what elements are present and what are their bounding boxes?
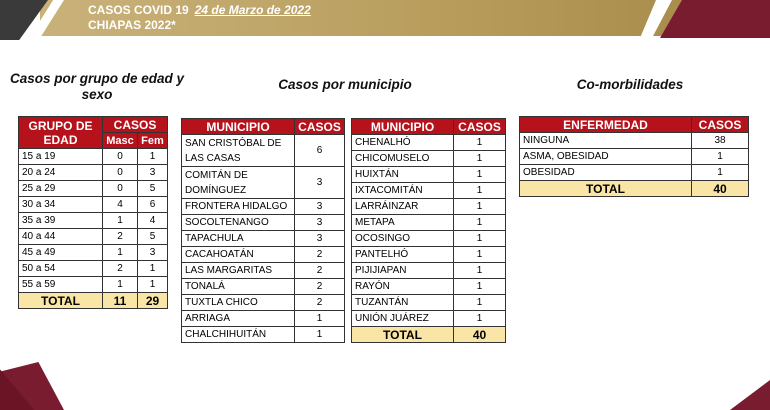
municipio-casos-cell: 1 bbox=[295, 327, 345, 343]
age-row bbox=[19, 245, 168, 261]
age-group-cell: 30 a 34 bbox=[19, 197, 103, 213]
mun1-header-casos: CASOS bbox=[295, 119, 345, 135]
age-masc-cell: 1 bbox=[103, 277, 138, 293]
age-masc-cell: 1 bbox=[103, 245, 138, 261]
municipio-name-cell: PIJIJIAPAN bbox=[352, 263, 454, 279]
age-group-cell: 20 a 24 bbox=[19, 165, 103, 181]
municipio-row bbox=[182, 295, 345, 311]
comorb-total-value: 40 bbox=[692, 181, 749, 197]
municipio-name-cell: FRONTERA HIDALGO bbox=[182, 199, 295, 215]
municipio-casos-cell: 1 bbox=[454, 263, 506, 279]
municipio-name-cell: TONALÁ bbox=[182, 279, 295, 295]
age-header-grupo: GRUPO DE EDAD bbox=[19, 117, 103, 149]
municipio-row bbox=[352, 247, 506, 263]
comorb-header-enfermedad: ENFERMEDAD bbox=[520, 117, 692, 133]
enfermedad-cell: ASMA, OBESIDAD bbox=[520, 149, 692, 165]
municipio-casos-cell: 3 bbox=[295, 167, 345, 199]
age-masc-cell: 4 bbox=[103, 197, 138, 213]
municipio-casos-cell: 1 bbox=[454, 183, 506, 199]
age-fem-cell: 1 bbox=[137, 149, 167, 165]
banner-subtitle: CHIAPAS 2022* bbox=[88, 18, 176, 32]
enfermedad-cell: OBESIDAD bbox=[520, 165, 692, 181]
municipio-row bbox=[352, 263, 506, 279]
banner-title-text: CASOS COVID 19 bbox=[88, 3, 189, 17]
age-group-cell: 50 a 54 bbox=[19, 261, 103, 277]
title-municipio: Casos por municipio bbox=[278, 77, 412, 92]
municipio-casos-cell: 2 bbox=[295, 263, 345, 279]
comorbilidades-table bbox=[519, 116, 749, 197]
municipio-casos-cell: 1 bbox=[295, 311, 345, 327]
municipio-row bbox=[352, 135, 506, 151]
municipio-casos-cell: 3 bbox=[295, 231, 345, 247]
municipio-row bbox=[352, 295, 506, 311]
mun2-header-municipio: MUNICIPIO bbox=[352, 119, 454, 135]
municipio-row bbox=[352, 183, 506, 199]
municipio-name-cell: TUXTLA CHICO bbox=[182, 295, 295, 311]
municipio-row bbox=[182, 279, 345, 295]
age-group-cell: 15 a 19 bbox=[19, 149, 103, 165]
municipio-row bbox=[182, 215, 345, 231]
banner-date: 24 de Marzo de 2022 bbox=[194, 3, 311, 17]
municipio-name-cell: TAPACHULA bbox=[182, 231, 295, 247]
municipio-casos-cell: 6 bbox=[295, 135, 345, 167]
municipio-row bbox=[352, 151, 506, 167]
mun2-header-casos: CASOS bbox=[454, 119, 506, 135]
municipio-name-cell: LAS MARGARITAS bbox=[182, 263, 295, 279]
municipio-row bbox=[182, 167, 345, 199]
municipio-row bbox=[182, 199, 345, 215]
comorbilidad-row bbox=[520, 165, 749, 181]
title-comorbilidades: Co-morbilidades bbox=[576, 77, 684, 92]
age-fem-cell: 1 bbox=[137, 261, 167, 277]
age-header-fem: Fem bbox=[137, 133, 167, 149]
age-row bbox=[19, 277, 168, 293]
municipio-name-cell: SOCOLTENANGO bbox=[182, 215, 295, 231]
municipio-casos-cell: 1 bbox=[454, 199, 506, 215]
municipio-name-cell: TUZANTÁN bbox=[352, 295, 454, 311]
municipio-casos-cell: 1 bbox=[454, 151, 506, 167]
municipio-name-cell: METAPA bbox=[352, 215, 454, 231]
age-row bbox=[19, 165, 168, 181]
municipio-row bbox=[352, 199, 506, 215]
municipio-table-2 bbox=[351, 118, 506, 343]
age-fem-cell: 5 bbox=[137, 181, 167, 197]
age-total-fem: 29 bbox=[137, 293, 167, 309]
municipio-casos-cell: 1 bbox=[454, 167, 506, 183]
age-row bbox=[19, 197, 168, 213]
municipio-casos-cell: 2 bbox=[295, 247, 345, 263]
age-group-table bbox=[18, 116, 168, 309]
municipio-name-cell: PANTELHÓ bbox=[352, 247, 454, 263]
age-row bbox=[19, 213, 168, 229]
municipio-casos-cell: 2 bbox=[295, 295, 345, 311]
age-row bbox=[19, 181, 168, 197]
age-group-cell: 55 a 59 bbox=[19, 277, 103, 293]
municipio-name-cell: CHICOMUSELO bbox=[352, 151, 454, 167]
municipio-casos-cell: 1 bbox=[454, 135, 506, 151]
age-fem-cell: 3 bbox=[137, 245, 167, 261]
municipio-name-cell: IXTACOMITÁN bbox=[352, 183, 454, 199]
age-masc-cell: 0 bbox=[103, 165, 138, 181]
municipio-name-cell: CHENALHÓ bbox=[352, 135, 454, 151]
municipio-casos-cell: 1 bbox=[454, 295, 506, 311]
age-group-cell: 35 a 39 bbox=[19, 213, 103, 229]
municipio-casos-cell: 3 bbox=[295, 199, 345, 215]
age-row bbox=[19, 149, 168, 165]
municipio-row bbox=[352, 167, 506, 183]
municipio-name-cell: CACAHOATÁN bbox=[182, 247, 295, 263]
age-row bbox=[19, 261, 168, 277]
age-group-cell: 40 a 44 bbox=[19, 229, 103, 245]
municipio-row bbox=[182, 327, 345, 343]
comorb-header-casos: CASOS bbox=[692, 117, 749, 133]
age-fem-cell: 4 bbox=[137, 213, 167, 229]
municipio-casos-cell: 1 bbox=[454, 311, 506, 327]
municipio-row bbox=[182, 247, 345, 263]
municipio-casos-cell: 1 bbox=[454, 215, 506, 231]
age-group-cell: 45 a 49 bbox=[19, 245, 103, 261]
header-banner bbox=[0, 0, 770, 40]
mun-total-label: TOTAL bbox=[352, 327, 454, 343]
comorb-total-label: TOTAL bbox=[520, 181, 692, 197]
mun1-header-municipio: MUNICIPIO bbox=[182, 119, 295, 135]
corner-decoration-bottom-right bbox=[730, 380, 770, 410]
municipio-row bbox=[182, 135, 345, 167]
age-masc-cell: 1 bbox=[103, 213, 138, 229]
comorbilidad-row bbox=[520, 149, 749, 165]
age-group-cell: 25 a 29 bbox=[19, 181, 103, 197]
age-header-masc: Masc bbox=[103, 133, 138, 149]
age-fem-cell: 6 bbox=[137, 197, 167, 213]
municipio-row bbox=[182, 231, 345, 247]
municipio-name-cell: COMITÁN DE DOMÍNGUEZ bbox=[182, 167, 295, 199]
municipio-name-cell: SAN CRISTÓBAL DE LAS CASAS bbox=[182, 135, 295, 167]
municipio-casos-cell: 1 bbox=[454, 279, 506, 295]
comorb-casos-cell: 1 bbox=[692, 149, 749, 165]
municipio-casos-cell: 1 bbox=[454, 231, 506, 247]
age-masc-cell: 2 bbox=[103, 229, 138, 245]
comorbilidad-row bbox=[520, 133, 749, 149]
comorb-casos-cell: 1 bbox=[692, 165, 749, 181]
age-fem-cell: 5 bbox=[137, 229, 167, 245]
municipio-row bbox=[182, 311, 345, 327]
age-fem-cell: 1 bbox=[137, 277, 167, 293]
age-total-masc: 11 bbox=[103, 293, 138, 309]
municipio-name-cell: ARRIAGA bbox=[182, 311, 295, 327]
enfermedad-cell: NINGUNA bbox=[520, 133, 692, 149]
municipio-row bbox=[352, 231, 506, 247]
municipio-name-cell: RAYÓN bbox=[352, 279, 454, 295]
age-total-label: TOTAL bbox=[19, 293, 103, 309]
comorb-casos-cell: 38 bbox=[692, 133, 749, 149]
banner-title bbox=[88, 3, 311, 17]
age-row bbox=[19, 229, 168, 245]
municipio-casos-cell: 1 bbox=[454, 247, 506, 263]
age-header-casos: CASOS bbox=[103, 117, 168, 133]
age-fem-cell: 3 bbox=[137, 165, 167, 181]
municipio-name-cell: LARRÁINZAR bbox=[352, 199, 454, 215]
municipio-table-1 bbox=[181, 118, 345, 343]
title-edad: Casos por grupo de edad y sexo bbox=[9, 71, 185, 102]
age-masc-cell: 2 bbox=[103, 261, 138, 277]
municipio-row bbox=[352, 215, 506, 231]
municipio-name-cell: HUIXTÁN bbox=[352, 167, 454, 183]
municipio-row bbox=[352, 311, 506, 327]
age-masc-cell: 0 bbox=[103, 149, 138, 165]
municipio-name-cell: UNIÓN JUÁREZ bbox=[352, 311, 454, 327]
mun-total-value: 40 bbox=[454, 327, 506, 343]
municipio-row bbox=[182, 263, 345, 279]
municipio-name-cell: OCOSINGO bbox=[352, 231, 454, 247]
age-masc-cell: 0 bbox=[103, 181, 138, 197]
municipio-casos-cell: 2 bbox=[295, 279, 345, 295]
municipio-casos-cell: 3 bbox=[295, 215, 345, 231]
municipio-row bbox=[352, 279, 506, 295]
municipio-name-cell: CHALCHIHUITÁN bbox=[182, 327, 295, 343]
